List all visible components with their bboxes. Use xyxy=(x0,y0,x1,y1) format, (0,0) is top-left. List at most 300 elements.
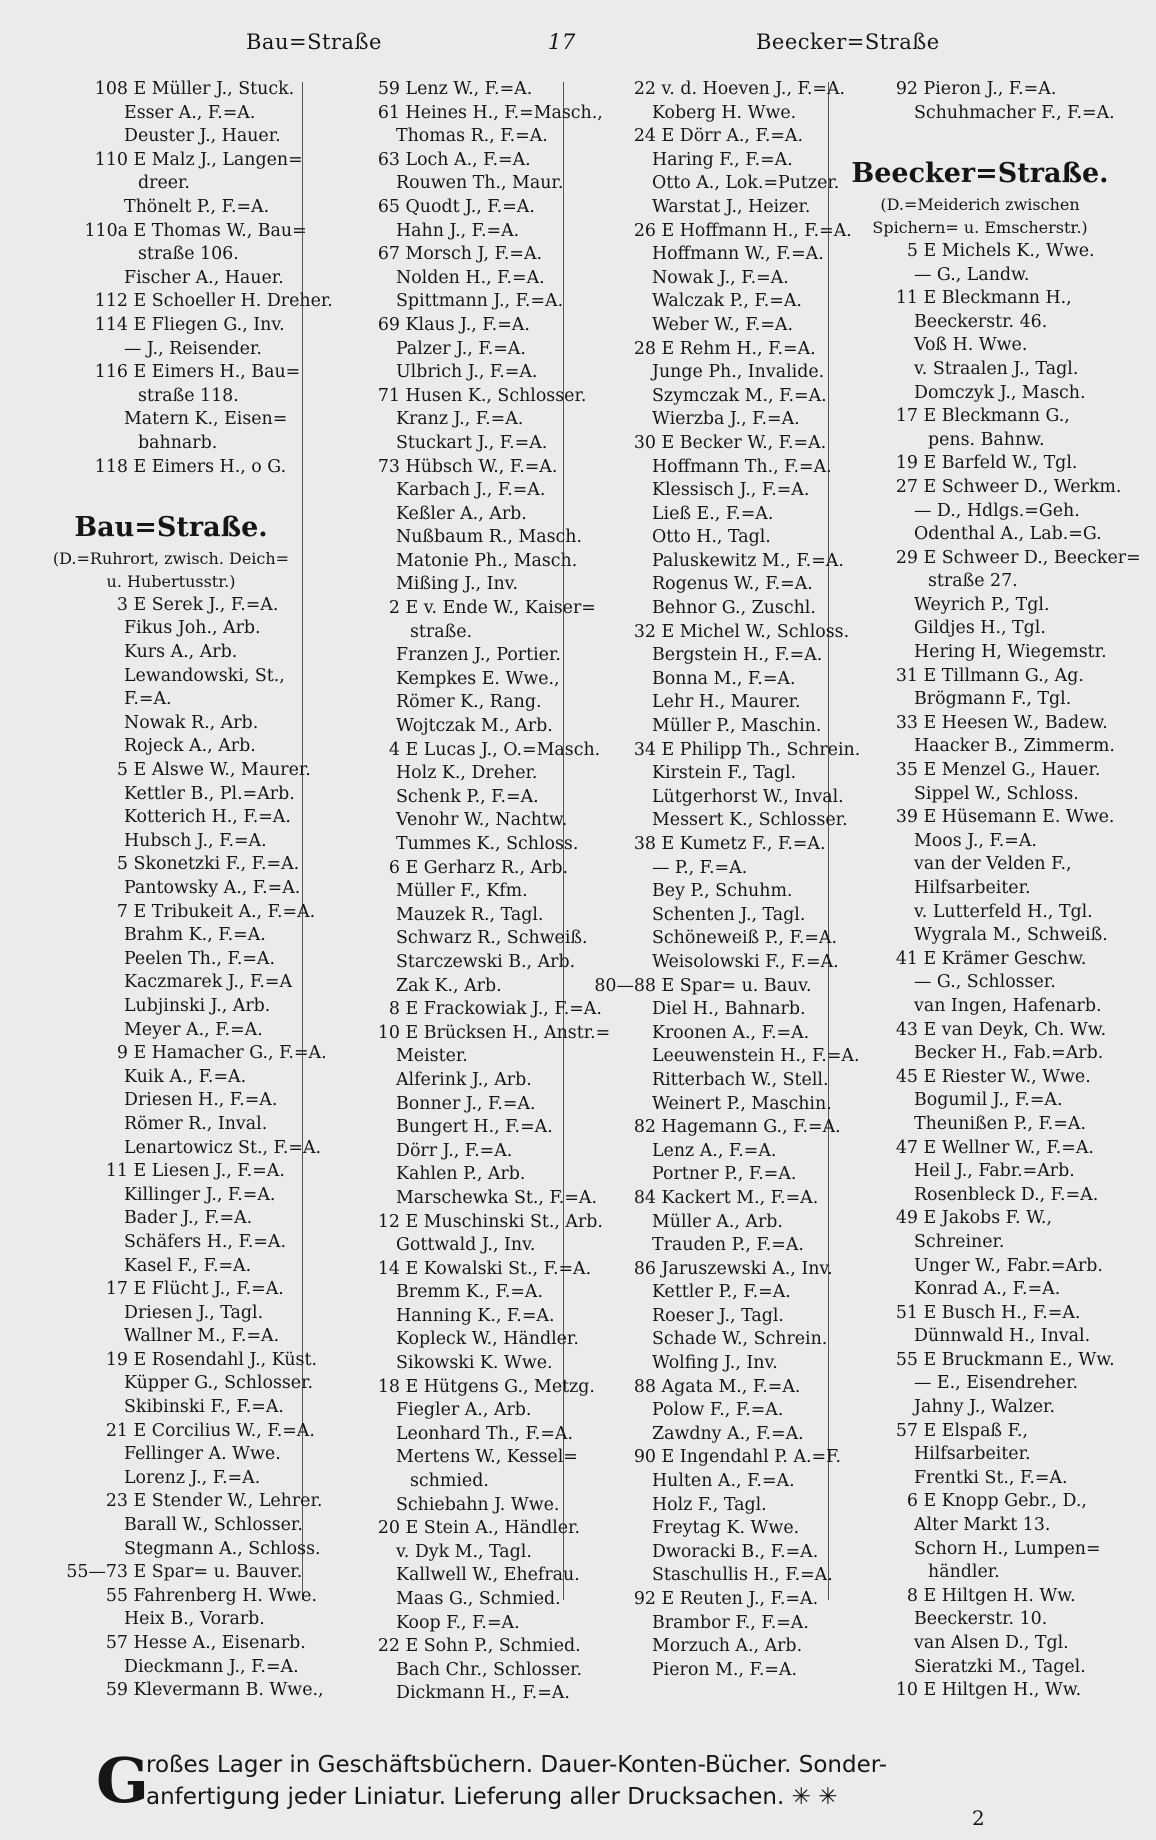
resident-line: schmied. xyxy=(410,1471,489,1492)
house-number: 55—73 xyxy=(66,1562,128,1583)
street-location-note: (D.=Ruhrort, zwisch. Deich= xyxy=(52,548,290,568)
house-number: 90 xyxy=(633,1447,656,1468)
resident-line: Holz F., Tagl. xyxy=(652,1494,767,1515)
resident-line: Hoffmann W., F.=A. xyxy=(652,244,824,265)
resident-text: E van Deyk, Ch. Ww. xyxy=(923,1019,1107,1040)
house-number: 49 xyxy=(895,1208,918,1229)
resident-text: Husen K., Schlosser. xyxy=(405,385,587,406)
resident-line: Starczewski B., Arb. xyxy=(396,951,576,972)
house-number: 10 xyxy=(377,1022,400,1043)
resident-line: bahnarb. xyxy=(138,432,218,453)
resident-line: Fikus Joh., Arb. xyxy=(124,618,261,639)
resident-line: Bach Chr., Schlosser. xyxy=(396,1659,583,1680)
resident-line xyxy=(40,479,302,503)
house-number: 22 xyxy=(377,1636,400,1657)
house-entry xyxy=(40,759,311,783)
resident-line: Rogenus W., F.=A. xyxy=(652,574,813,595)
resident-line: Deuster J., Hauer. xyxy=(124,126,281,147)
house-number: 5 xyxy=(116,854,128,875)
resident-line: F.=A. xyxy=(124,689,172,710)
resident-line: Schöneweiß P., F.=A. xyxy=(652,928,838,949)
resident-line: Odenthal A., Lab.=G. xyxy=(914,524,1102,545)
house-entry xyxy=(568,1187,826,1211)
house-entry xyxy=(830,1490,1130,1514)
house-number: 11 xyxy=(895,288,918,309)
resident-line: Leonhard Th., F.=A. xyxy=(396,1423,573,1444)
resident-text: E Dörr A., F.=A. xyxy=(661,126,804,147)
resident-line: Walczak P., F.=A. xyxy=(652,291,802,312)
house-number: 29 xyxy=(895,547,918,568)
resident-line: Schwarz R., Schweiß. xyxy=(396,928,588,949)
resident-text: E Hüsemann E. Wwe. xyxy=(923,807,1115,828)
house-entry xyxy=(312,385,587,409)
resident-line: Theunißen P., F.=A. xyxy=(914,1113,1086,1134)
column-rule xyxy=(828,82,829,1600)
house-entry xyxy=(40,853,302,877)
house-entry xyxy=(40,290,333,314)
house-number: 10 xyxy=(895,1680,918,1701)
resident-text: E Hoffmann H., F.=A. xyxy=(661,220,852,241)
resident-text: E Sohn P., Schmied. xyxy=(405,1636,581,1657)
resident-text: E Eimers H., Bau= xyxy=(133,362,301,383)
resident-line: Tummes K., Schloss. xyxy=(396,834,579,854)
resident-text: E Hütgens G., Metzg. xyxy=(405,1376,595,1397)
house-entry xyxy=(312,739,601,763)
house-entry xyxy=(568,338,826,362)
resident-line: Dörr J., F.=A. xyxy=(396,1140,513,1161)
house-entry xyxy=(568,78,846,102)
house-number: 80—88 xyxy=(594,975,656,996)
resident-text: E Hiltgen H. Ww. xyxy=(923,1585,1076,1606)
house-entry xyxy=(830,240,1130,264)
resident-line: Lewandowski, St., xyxy=(124,665,285,686)
house-number: 69 xyxy=(377,314,400,335)
resident-text: Pieron J., F.=A. xyxy=(923,79,1057,99)
house-number: 35 xyxy=(895,760,918,781)
house-number: 32 xyxy=(633,621,656,642)
resident-line: Wojtczak M., Arb. xyxy=(396,716,553,737)
resident-line: Hubsch J., F.=A. xyxy=(124,830,267,851)
resident-line: Haacker B., Zimmerm. xyxy=(914,736,1115,757)
house-number: 55 xyxy=(105,1585,128,1606)
resident-text: Heines H., F.=Masch., xyxy=(405,102,603,123)
ad-line-1: roßes Lager in Geschäftsbüchern. Dauer-Konten-Bücher. Sonder- xyxy=(146,1752,888,1778)
column-1 xyxy=(40,78,333,1701)
house-number: 61 xyxy=(377,102,400,123)
resident-text: E Stein A., Händler. xyxy=(405,1518,581,1539)
house-entry xyxy=(830,405,1130,429)
house-number: 45 xyxy=(895,1066,918,1087)
resident-line: Killinger J., F.=A. xyxy=(124,1184,276,1205)
house-number: 47 xyxy=(895,1137,918,1158)
house-entry xyxy=(830,1349,1130,1373)
resident-line: Nußbaum R., Masch. xyxy=(396,527,582,548)
house-entry xyxy=(830,665,1130,689)
house-entry xyxy=(568,621,850,645)
house-entry xyxy=(312,1376,595,1400)
resident-line: Trauden P., F.=A. xyxy=(652,1235,804,1256)
house-entry xyxy=(40,1585,317,1609)
resident-line: Leeuwenstein H., F.=A. xyxy=(652,1046,860,1067)
resident-text: Skonetzki F., F.=A. xyxy=(133,854,300,875)
resident-line: Hanning K., F.=A. xyxy=(396,1305,555,1326)
resident-line: v. Dyk M., Tagl. xyxy=(396,1541,532,1562)
house-number: 9 xyxy=(116,1043,128,1064)
resident-line: Bungert H., F.=A. xyxy=(396,1117,553,1138)
resident-text: E Liesen J., F.=A. xyxy=(133,1161,285,1182)
resident-text: Quodt J., F.=A. xyxy=(405,196,535,217)
house-number: 28 xyxy=(633,338,656,359)
resident-line: Bader J., F.=A. xyxy=(124,1208,253,1229)
resident-line: Keßler A., Arb. xyxy=(396,503,527,524)
house-number: 26 xyxy=(633,220,656,241)
resident-text: E Lucas J., O.=Masch. xyxy=(405,739,601,760)
resident-line: Schiebahn J. Wwe. xyxy=(396,1494,560,1515)
street-location-note: (D.=Meiderich zwischen xyxy=(880,194,1080,214)
resident-line: Rosenbleck D., F.=A. xyxy=(914,1184,1099,1205)
resident-text: E Philipp Th., Schrein. xyxy=(661,739,861,760)
resident-text: Kackert M., F.=A. xyxy=(661,1187,819,1208)
resident-line: Wolfing J., Inv. xyxy=(652,1353,778,1374)
house-entry xyxy=(568,739,861,763)
resident-line: Kaczmarek J., F.=A xyxy=(124,972,293,993)
resident-line: straße 27. xyxy=(928,571,1018,592)
resident-line: Haring F., F.=A. xyxy=(652,149,793,170)
house-number: 57 xyxy=(105,1633,128,1653)
house-number: 110 xyxy=(94,149,128,170)
resident-line: Heil J., Fabr.=Arb. xyxy=(914,1161,1075,1182)
house-entry xyxy=(830,948,1130,972)
house-entry xyxy=(568,220,852,244)
resident-text: Jaruszewski A., Inv. xyxy=(661,1258,833,1279)
house-number: 31 xyxy=(895,665,918,686)
house-entry xyxy=(830,452,1130,476)
house-entry xyxy=(830,1420,1130,1444)
house-entry xyxy=(40,314,302,338)
house-number: 84 xyxy=(633,1187,656,1208)
resident-line: Kettler B., Pl.=Arb. xyxy=(124,783,295,804)
house-number: 59 xyxy=(377,79,400,99)
resident-line: Frentki St., F.=A. xyxy=(914,1467,1068,1488)
house-entry xyxy=(312,1211,603,1235)
house-number: 7 xyxy=(116,901,128,922)
house-number: 24 xyxy=(633,126,656,147)
resident-line: Messert K., Schlosser. xyxy=(652,810,848,831)
resident-line: Nowak J., F.=A. xyxy=(652,267,789,288)
street-location-note: Spichern= u. Emscherstr.) xyxy=(872,218,1088,238)
resident-text: E Brücksen H., Anstr.= xyxy=(405,1022,611,1043)
house-entry xyxy=(830,712,1130,736)
resident-line: Diel H., Bahnarb. xyxy=(652,999,806,1020)
house-entry xyxy=(830,1066,1130,1090)
resident-line: Lehr H., Maurer. xyxy=(652,692,801,713)
house-entry xyxy=(40,149,302,173)
house-number: 21 xyxy=(105,1420,128,1441)
resident-line: Spittmann J., F.=A. xyxy=(396,291,564,312)
house-number: 116 xyxy=(94,362,128,383)
resident-line: Beeckerstr. 46. xyxy=(914,311,1048,332)
house-entry xyxy=(830,547,1141,571)
resident-line: — E., Eisendreher. xyxy=(914,1373,1079,1394)
house-number: 8 xyxy=(388,999,400,1020)
resident-line: Franzen J., Portier. xyxy=(396,645,561,666)
resident-text: E Reuten J., F.=A. xyxy=(661,1589,819,1609)
resident-text: E Schoeller H. Dreher. xyxy=(133,291,333,312)
column-2 xyxy=(312,78,611,1704)
resident-line: Lenartowicz St., F.=A. xyxy=(124,1137,322,1158)
resident-line: Portner P., F.=A. xyxy=(652,1164,797,1185)
resident-line: Hilfsarbeiter. xyxy=(914,1444,1031,1465)
resident-line: Wallner M., F.=A. xyxy=(124,1326,280,1347)
resident-line: Hahn J., F.=A. xyxy=(396,220,520,241)
house-entry xyxy=(40,1632,306,1656)
resident-line: Ritterbach W., Stell. xyxy=(652,1069,829,1090)
resident-line: Kahlen P., Arb. xyxy=(396,1164,526,1185)
resident-text: Hesse A., Eisenarb. xyxy=(133,1633,306,1653)
resident-text: Loch A., F.=A. xyxy=(405,149,531,170)
house-number: 18 xyxy=(377,1376,400,1397)
resident-line: Gottwald J., Inv. xyxy=(396,1235,536,1256)
house-number: 114 xyxy=(94,314,128,335)
house-number: 73 xyxy=(377,456,400,477)
resident-text: E Stender W., Lehrer. xyxy=(133,1491,323,1512)
resident-line: — J., Reisender. xyxy=(124,338,262,359)
street-heading: Beecker=Straße. xyxy=(851,157,1109,189)
house-number: 14 xyxy=(377,1258,400,1279)
column-3 xyxy=(568,78,861,1680)
house-number: 88 xyxy=(633,1376,656,1397)
resident-text: E Michel W., Schloss. xyxy=(661,621,850,642)
house-number: 92 xyxy=(895,79,918,99)
house-number: 27 xyxy=(895,476,918,497)
resident-text: E Bleckmann G., xyxy=(923,406,1070,427)
house-number: 17 xyxy=(105,1279,128,1300)
house-number: 82 xyxy=(633,1117,656,1138)
resident-line: Bonna M., F.=A. xyxy=(652,668,796,689)
resident-line: Karbach J., F.=A. xyxy=(396,480,546,501)
house-number: 23 xyxy=(105,1491,128,1512)
resident-line: Mertens W., Kessel= xyxy=(396,1447,578,1468)
resident-text: E Wellner W., F.=A. xyxy=(923,1137,1094,1158)
house-entry xyxy=(40,901,316,925)
resident-text: E Malz J., Langen= xyxy=(133,149,303,170)
house-entry xyxy=(830,1137,1130,1161)
resident-text: E Tillmann G., Ag. xyxy=(923,665,1084,686)
resident-line: Nolden H., F.=A. xyxy=(396,267,545,288)
resident-line: pens. Bahnw. xyxy=(928,429,1045,450)
house-number: 112 xyxy=(94,291,128,312)
house-entry xyxy=(40,1278,302,1302)
resident-line: Brahm K., F.=A. xyxy=(124,925,266,946)
resident-text: Hübsch W., F.=A. xyxy=(405,456,558,477)
house-number: 11 xyxy=(105,1161,128,1182)
resident-line: Ulbrich J., F.=A. xyxy=(396,362,538,383)
house-entry xyxy=(312,1635,581,1659)
resident-line: van Ingen, Hafenarb. xyxy=(914,995,1102,1016)
resident-line: Maas G., Schmied. xyxy=(396,1589,561,1609)
page-number: 17 xyxy=(548,30,576,54)
resident-text: E Fliegen G., Inv. xyxy=(133,314,285,335)
resident-line: Szymczak M., F.=A. xyxy=(652,385,827,406)
house-entry xyxy=(40,1420,315,1444)
resident-line: Thomas R., F.=A. xyxy=(396,126,548,147)
resident-text: E Hiltgen H., Ww. xyxy=(923,1680,1082,1701)
resident-text: E Serek J., F.=A. xyxy=(133,594,279,615)
resident-text: E Kowalski St., F.=A. xyxy=(405,1258,592,1279)
resident-text: E Muschinski St., Arb. xyxy=(405,1211,603,1232)
house-entry xyxy=(312,456,562,480)
house-entry xyxy=(568,1376,826,1400)
house-entry xyxy=(312,1258,592,1282)
resident-line: Lenz A., F.=A. xyxy=(652,1140,777,1161)
resident-line: Kopleck W., Händler. xyxy=(396,1329,579,1350)
resident-text: E Rosendahl J., Küst. xyxy=(133,1349,317,1370)
resident-line: Schuhmacher F., F.=A. xyxy=(914,102,1115,123)
resident-line: Sippel W., Schloss. xyxy=(914,783,1079,804)
resident-line: Sieratzki M., Tagel. xyxy=(914,1656,1086,1677)
resident-line: Küpper G., Schlosser. xyxy=(124,1373,314,1394)
house-entry xyxy=(312,857,569,881)
house-entry xyxy=(830,1207,1130,1231)
resident-text: E Menzel G., Hauer. xyxy=(923,760,1101,781)
resident-text: E Gerharz R., Arb. xyxy=(405,857,569,878)
resident-line: Römer K., Rang. xyxy=(396,692,542,713)
resident-line: Schäfers H., F.=A. xyxy=(124,1231,287,1252)
resident-line: Stuckart J., F.=A. xyxy=(396,432,548,453)
house-number: 12 xyxy=(377,1211,400,1232)
resident-text: E Spar= u. Bauver. xyxy=(133,1562,303,1583)
resident-line: Warstat J., Heizer. xyxy=(652,196,811,217)
house-number: 5 xyxy=(116,760,128,781)
resident-line: Schenk P., F.=A. xyxy=(396,786,539,807)
resident-text: E Eimers H., o G. xyxy=(133,456,287,477)
resident-line: Kuik A., F.=A. xyxy=(124,1066,247,1087)
resident-line: Behnor G., Zuschl. xyxy=(652,598,816,619)
house-entry xyxy=(830,78,1130,102)
house-entry xyxy=(568,432,826,456)
resident-text: E Bleckmann H., xyxy=(923,288,1072,309)
column-4 xyxy=(830,78,1141,1701)
resident-line: Matern K., Eisen= xyxy=(124,409,288,430)
resident-text: E Busch H., F.=A. xyxy=(923,1302,1081,1323)
resident-text: E Flücht J., F.=A. xyxy=(133,1279,284,1300)
house-entry xyxy=(312,102,603,126)
house-entry xyxy=(40,361,302,385)
resident-text: Lenz W., F.=A. xyxy=(405,79,533,99)
resident-line: — D., Hdlgs.=Geh. xyxy=(914,500,1080,521)
resident-line: Wierzba J., F.=A. xyxy=(652,409,800,430)
resident-line: Fischer A., Hauer. xyxy=(124,267,284,288)
resident-line: Roeser J., Tagl. xyxy=(652,1305,784,1326)
resident-line: Römer R., Inval. xyxy=(124,1113,268,1134)
resident-line: Domczyk J., Masch. xyxy=(914,382,1086,403)
resident-line: Heix B., Vorarb. xyxy=(124,1609,265,1630)
resident-text: Fahrenberg H. Wwe. xyxy=(133,1585,317,1606)
resident-line: Marschewka St., F.=A. xyxy=(396,1187,597,1208)
resident-line: Brambor F., F.=A. xyxy=(652,1612,809,1633)
ad-line-2: anfertigung jeder Liniatur. Lieferung aller Drucksachen. ✳ ✳ xyxy=(146,1784,838,1810)
resident-line: Kroonen A., F.=A. xyxy=(652,1022,810,1043)
house-number: 41 xyxy=(895,948,918,969)
resident-line: Thönelt P., F.=A. xyxy=(124,196,270,217)
resident-line: Barall W., Schlosser. xyxy=(124,1515,303,1536)
house-entry xyxy=(830,476,1130,500)
resident-line: Koop F., F.=A. xyxy=(396,1612,520,1633)
resident-line: Sikowski K. Wwe. xyxy=(396,1353,553,1374)
resident-text: E Elspaß F., xyxy=(923,1420,1028,1441)
house-number: 39 xyxy=(895,807,918,828)
resident-line: Stegmann A., Schloss. xyxy=(124,1538,321,1559)
resident-line: Junge Ph., Invalide. xyxy=(652,362,825,383)
house-entry xyxy=(40,1160,302,1184)
resident-line: Brögmann F., Tgl. xyxy=(914,689,1072,710)
resident-text: E Corcilius W., F.=A. xyxy=(133,1420,315,1441)
resident-text: Klevermann B. Wwe., xyxy=(133,1680,324,1701)
resident-text: E Alswe W., Maurer. xyxy=(133,760,311,781)
house-entry xyxy=(830,1585,1130,1609)
resident-line: Rouwen Th., Maur. xyxy=(396,173,564,194)
resident-line: Koberg H. Wwe. xyxy=(652,102,797,123)
house-entry xyxy=(312,196,562,220)
house-number: 43 xyxy=(895,1019,918,1040)
house-number: 63 xyxy=(377,149,400,170)
resident-line: van Alsen D., Tgl. xyxy=(914,1633,1069,1653)
resident-line: — G., Schlosser. xyxy=(914,972,1056,993)
resident-line: straße 118. xyxy=(138,385,239,406)
resident-line: Unger W., Fabr.=Arb. xyxy=(914,1255,1103,1276)
house-entry xyxy=(568,833,826,857)
house-entry xyxy=(830,806,1130,830)
resident-text: E Hamacher G., F.=A. xyxy=(133,1043,327,1064)
resident-line: Weinert P., Maschin. xyxy=(652,1093,832,1114)
resident-text: E Ingendahl P. A.=F. xyxy=(661,1447,842,1468)
header-right-street: Beecker=Straße xyxy=(756,30,940,54)
house-number: 5 xyxy=(906,240,918,261)
resident-line: Bremm K., F.=A. xyxy=(396,1282,544,1303)
resident-line: Peelen Th., F.=A. xyxy=(124,948,276,969)
resident-line: Freytag K. Wwe. xyxy=(652,1518,800,1539)
resident-text: E Rehm H., F.=A. xyxy=(661,338,816,359)
resident-line: Wygrala M., Schweiß. xyxy=(914,925,1108,946)
resident-line: Becker H., Fab.=Arb. xyxy=(914,1043,1104,1064)
resident-line: Rojeck A., Arb. xyxy=(124,736,256,757)
resident-text: Agata M., F.=A. xyxy=(661,1376,801,1397)
resident-line: Kempkes E. Wwe., xyxy=(396,668,560,689)
resident-line: Moos J., F.=A. xyxy=(914,830,1037,851)
house-entry xyxy=(312,243,562,267)
house-number: 30 xyxy=(633,432,656,453)
resident-line: Zak K., Arb. xyxy=(396,975,502,996)
resident-text: v. d. Hoeven J., F.=A. xyxy=(661,79,846,99)
resident-line: — P., F.=A. xyxy=(652,857,748,878)
house-entry xyxy=(40,220,307,244)
resident-line: straße. xyxy=(410,621,473,642)
house-entry xyxy=(312,1022,611,1046)
resident-text: Hagemann G., F.=A. xyxy=(661,1117,841,1138)
house-entry xyxy=(40,456,302,480)
resident-line: Bogumil J., F.=A. xyxy=(914,1090,1063,1111)
resident-line: Ließ E., F.=A. xyxy=(652,503,774,524)
resident-line: Paluskewitz M., F.=A. xyxy=(652,550,844,571)
street-heading: Bau=Straße. xyxy=(74,511,268,543)
resident-line: Konrad A., F.=A. xyxy=(914,1279,1061,1300)
house-entry xyxy=(312,78,562,102)
resident-line: Klessisch J., F.=A. xyxy=(652,480,810,501)
house-number: 57 xyxy=(895,1420,918,1441)
resident-text: Klaus J., F.=A. xyxy=(405,314,530,335)
house-number: 33 xyxy=(895,712,918,733)
resident-line: van der Velden F., xyxy=(914,854,1072,875)
